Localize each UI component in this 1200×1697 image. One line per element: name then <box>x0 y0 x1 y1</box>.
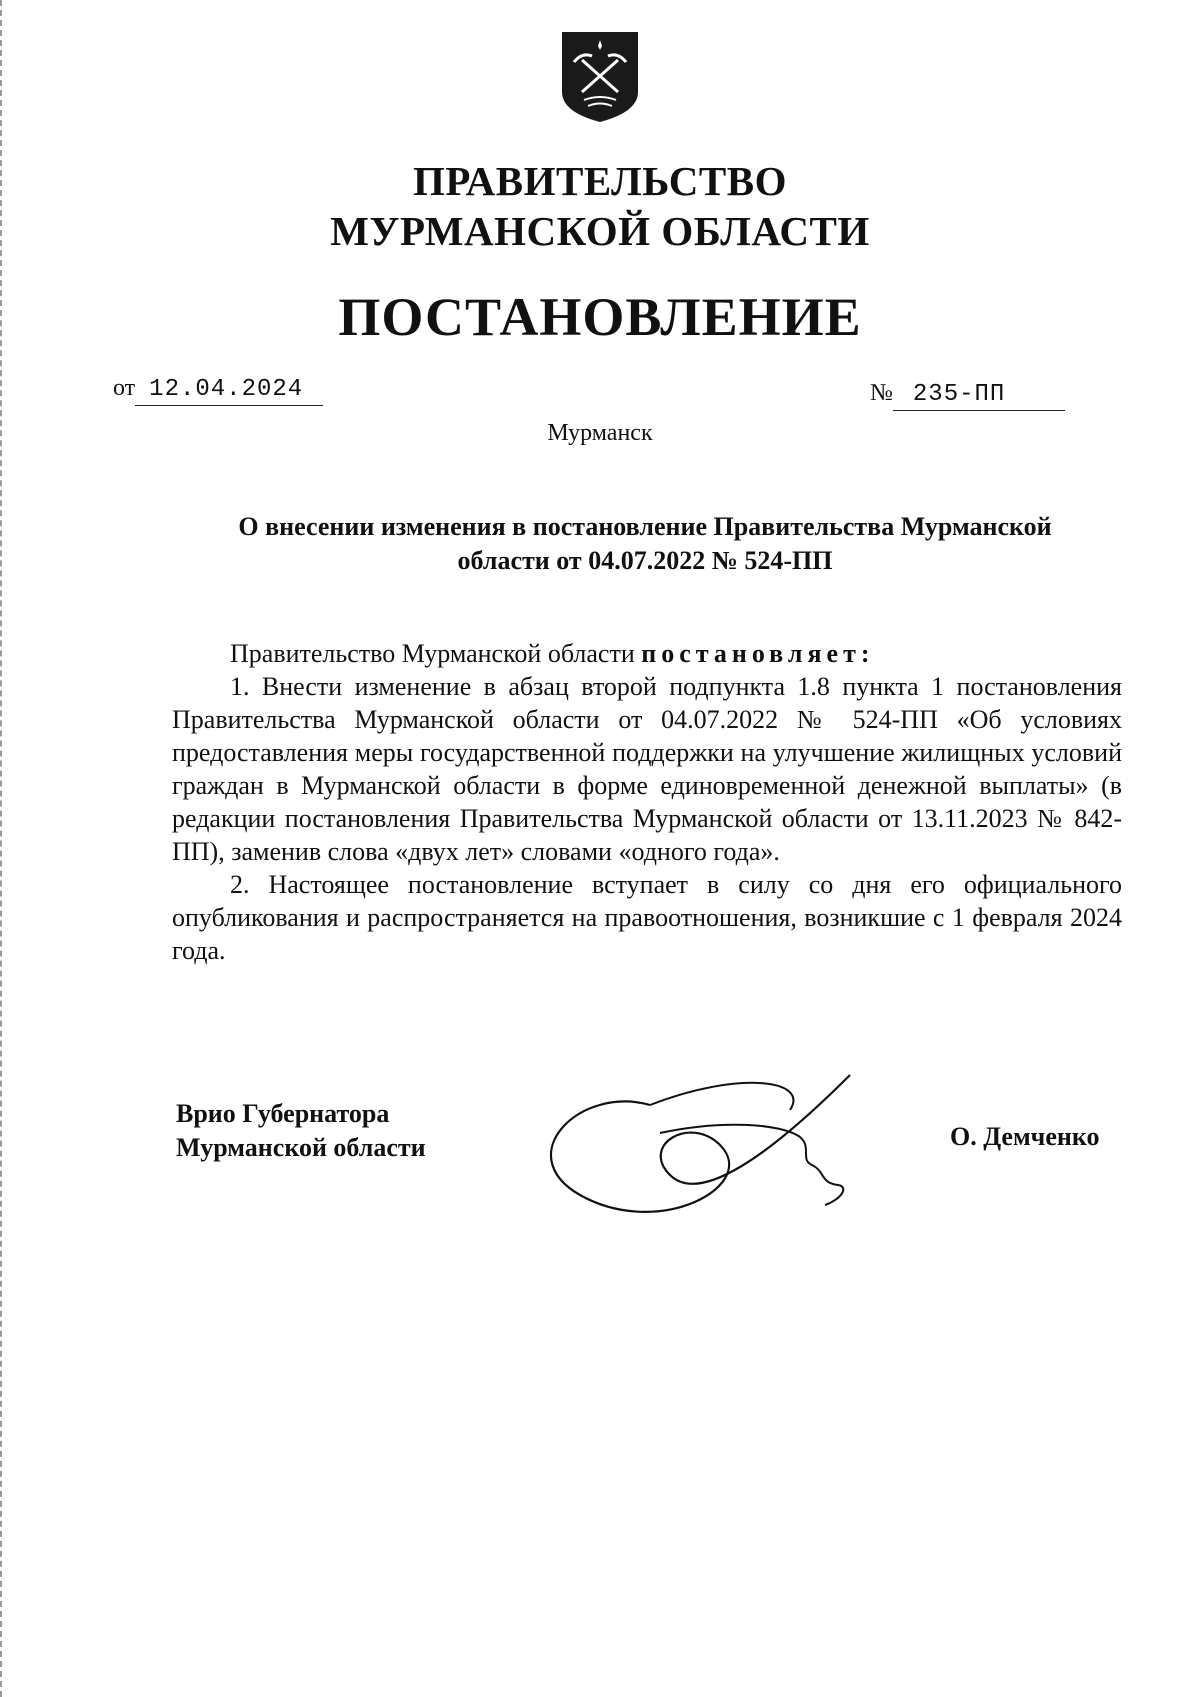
signer-title-line-1: Врио Губернатора <box>176 1099 390 1128</box>
date-field <box>135 375 323 406</box>
intro-paragraph <box>172 637 1122 670</box>
paragraph-2: 2. Настоящее постановление вступает в силу со дня его официального опубликования и распространяется на правоотношения, возникшие с 1 февраля 2024 года. <box>172 870 1122 965</box>
signer-title <box>176 1097 426 1165</box>
document-body <box>172 637 1122 967</box>
document-type: ПОСТАНОВЛЕНИЕ <box>338 287 862 347</box>
date-value: 12.04.2024 <box>149 376 304 403</box>
number-field <box>893 380 1065 411</box>
number-prefix: № <box>870 380 893 406</box>
date-prefix: от <box>113 375 136 401</box>
signer-name: О. Демченко <box>950 1122 1100 1151</box>
subject-line-2: области от 04.07.2022 № 524-ПП <box>457 546 833 575</box>
document-subject <box>190 510 1100 578</box>
date-row <box>113 375 323 406</box>
signer-title-line-2: Мурманской области <box>176 1133 426 1162</box>
number-row <box>870 380 1065 411</box>
number-value: 235-ПП <box>912 381 1006 408</box>
subject-line-1: О внесении изменения в постановление Правительства Мурманской <box>238 512 1052 541</box>
organization-line-1: ПРАВИТЕЛЬСТВО <box>412 158 788 204</box>
organization-name <box>0 156 1200 256</box>
city-name: Мурманск <box>547 420 653 446</box>
paragraph-1: 1. Внести изменение в абзац второй подпункта 1.8 пункта 1 постановления Правительства Мурманской области от 04.07.2022 № 524-ПП «Об условиях предоставления меры государственной поддержки на улучшение жилищных условий граждан в Мурманской области в форме единовременной денежной выплаты» (в редакции постановления Правительства Мурманской области от 13.11.2023 № 842-ПП), заменив слова «двух лет» словами «одного года». <box>172 672 1122 866</box>
intro-text: Правительство Мурманской области <box>230 639 642 668</box>
handwritten-signature <box>520 1065 920 1225</box>
intro-decree-word: постановляет: <box>641 639 875 668</box>
coat-of-arms-icon <box>560 30 640 124</box>
organization-line-2: МУРМАНСКОЙ ОБЛАСТИ <box>330 208 870 254</box>
